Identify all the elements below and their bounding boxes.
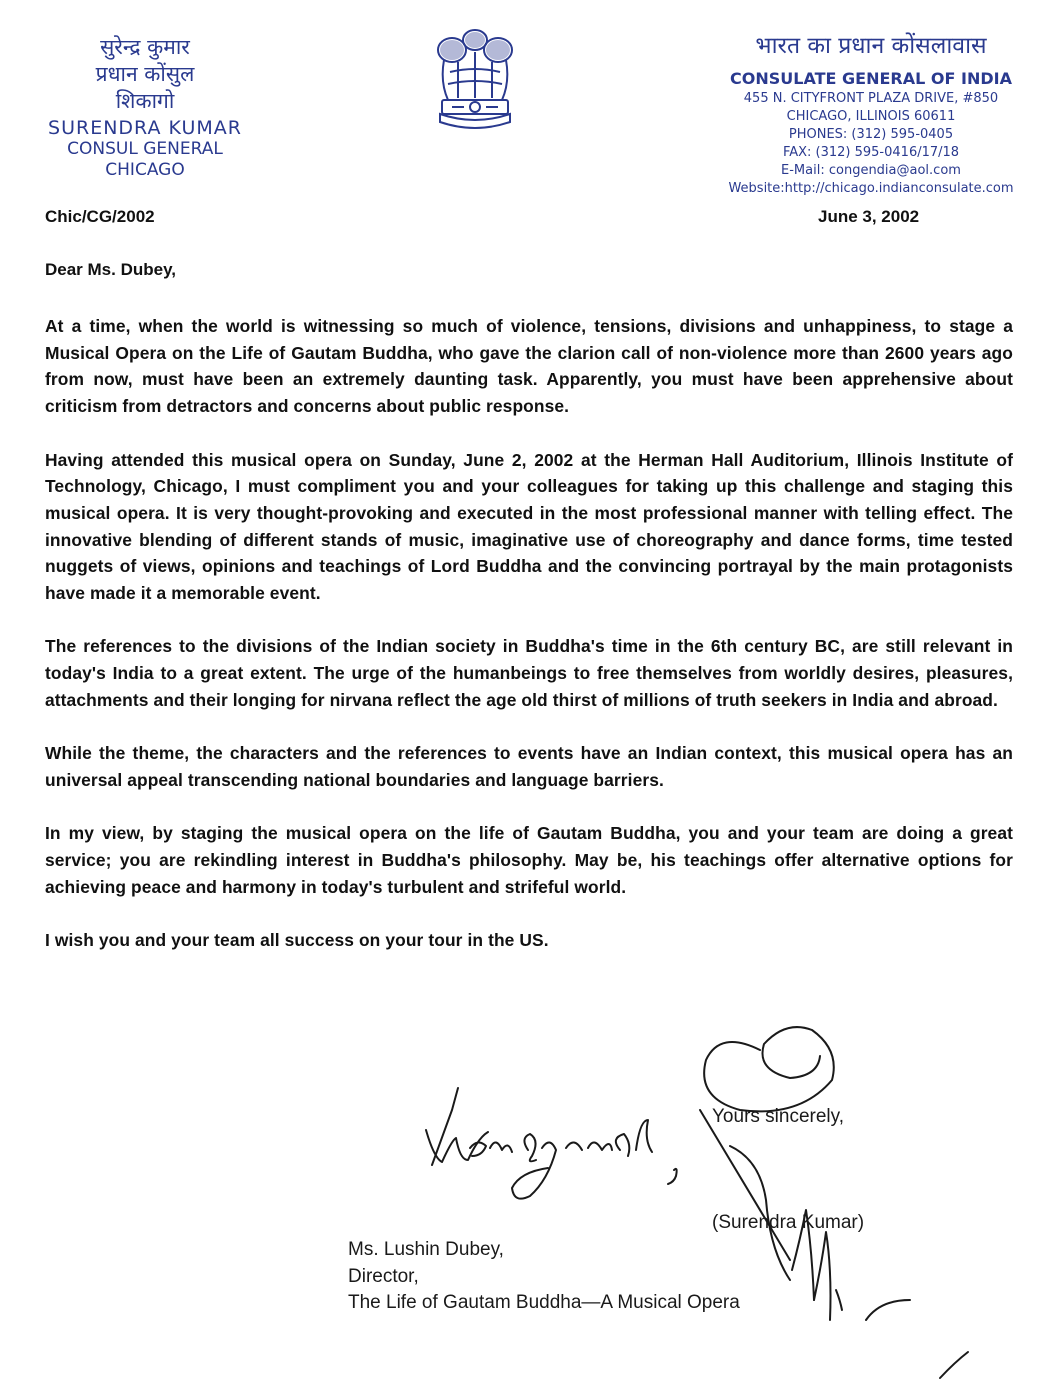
letterhead-website: Website:http://chicago.indianconsulate.com bbox=[728, 181, 1014, 196]
closing: Yours sincerely, bbox=[712, 1106, 845, 1127]
body-paragraph: I wish you and your team all success on your tour in the US. bbox=[45, 930, 549, 951]
letterhead-title: CONSUL GENERAL bbox=[67, 139, 223, 159]
ashoka-emblem-icon bbox=[430, 22, 520, 142]
signer-name: (Surendra Kumar) bbox=[712, 1212, 865, 1233]
recipient-name: Ms. Lushin Dubey, bbox=[348, 1239, 504, 1260]
body-paragraph: At a time, when the world is witnessing so much of violence, tensions, divisions and unhappiness, to stage a Musical Opera on the Life of Gautam Buddha, who gave the clarion call of non-violence more than 2600 years ago from now, must have been an extremely daunting task. Apparently, you must have been apprehensive about criticism from detractors and concerns about public response. bbox=[45, 316, 1013, 417]
letterhead-fax: FAX: (312) 595-0416/17/18 bbox=[782, 145, 960, 160]
letterhead-address-1: 455 N. CITYFRONT PLAZA DRIVE, #850 bbox=[743, 91, 999, 106]
signature bbox=[700, 1027, 968, 1378]
letterhead-org: CONSULATE GENERAL OF INDIA bbox=[730, 69, 1012, 88]
letterhead-hindi-city: शिकागो bbox=[115, 89, 175, 113]
letterhead-email: E-Mail: congendia@aol.com bbox=[781, 163, 961, 178]
letterhead-name: SURENDRA KUMAR bbox=[48, 117, 242, 139]
body-paragraph: The references to the divisions of the Indian society in Buddha's time in the 6th century BC, are still relevant in today's India to a great extent. The urge of the humanbeings to free themselves from worldly desires, pleasures, attachments and their longing for nirvana reflect the age old thirst of millions of truth seekers in India and abroad. bbox=[45, 636, 1013, 710]
salutation: Dear Ms. Dubey, bbox=[45, 260, 177, 279]
body-paragraph: Having attended this musical opera on Sunday, June 2, 2002 at the Herman Hall Auditorium, Illinois Institute of Technology, Chicago, I must compliment you and your colleagues for taking up this challenge and staging this musical opera. It is very thought-provoking and executed in the most professional manner with telling effect. The innovative blending of different stands of music, imaginative use of choreography and dance forms, time tested nuggets of views, opinions and teachings of Lord Buddha and the convincing portrayal by the main protagonists have made it a memorable event. bbox=[45, 449, 1013, 604]
letterhead-address-2: CHICAGO, ILLINOIS 60611 bbox=[786, 109, 956, 124]
letter-date: June 3, 2002 bbox=[818, 207, 920, 226]
letterhead-city: CHICAGO bbox=[105, 160, 185, 180]
letterhead-hindi-title: प्रधान कोंसुल bbox=[95, 62, 195, 86]
letterhead-phones: PHONES: (312) 595-0405 bbox=[788, 127, 954, 142]
recipient-block bbox=[348, 1237, 740, 1317]
handwritten-note bbox=[426, 1088, 677, 1199]
letterhead-right bbox=[712, 30, 1030, 198]
letterhead-hindi-org: भारत का प्रधान कोंसलावास bbox=[755, 33, 987, 59]
letter-body bbox=[45, 313, 1013, 980]
reference-number: Chic/CG/2002 bbox=[45, 207, 155, 226]
letterhead-left bbox=[30, 34, 260, 181]
recipient-org: The Life of Gautam Buddha—A Musical Opera bbox=[348, 1292, 740, 1313]
body-paragraph: While the theme, the characters and the references to events have an Indian context, this musical opera has an universal appeal transcending national boundaries and language barriers. bbox=[45, 743, 1013, 790]
letterhead-hindi-name: सुरेन्द्र कुमार bbox=[100, 35, 190, 59]
recipient-title: Director, bbox=[348, 1265, 419, 1287]
body-paragraph: In my view, by staging the musical opera on the life of Gautam Buddha, you and your team are doing a great service; you are rekindling interest in Buddha's philosophy. May be, his teachings offer alternative options for achieving peace and harmony in today's turbulent and strifeful world. bbox=[45, 823, 1013, 897]
